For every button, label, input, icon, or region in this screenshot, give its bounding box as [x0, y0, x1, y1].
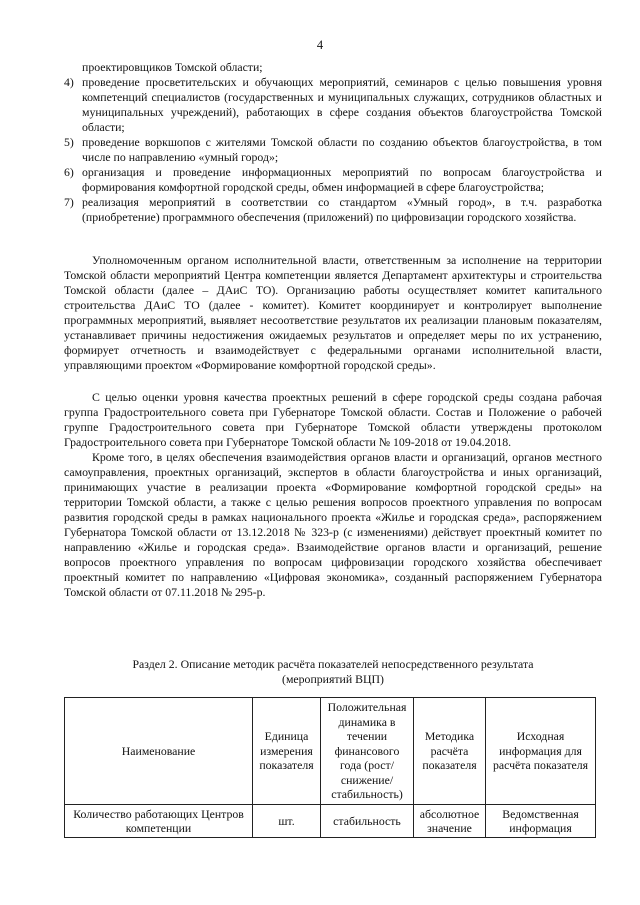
- list-item-number: 4): [64, 75, 74, 89]
- list-item: [64, 195, 602, 225]
- table-header-cell: Наименование: [65, 698, 253, 805]
- section-title-line: (мероприятий ВЦП): [282, 672, 384, 686]
- paragraph-text: Кроме того, в целях обеспечения взаимодействия органов власти и организаций, органов местного самоуправления, проектных организаций, экспертов в области благоустройства и иных организаций, принимающих участие в реализации проекта «Формирование комфортной городской среды» на территории Томской области, а также с целью решения вопросов проектного управления по вопросам развития городской среды в рамках национального проекта «Жилье и городская среда», распоряжением Губернатора Томской области от 13.12.2018 № 323-р (с изменениями) действует проектный комитет по направлению «Жилье и городская среда». Взаимодействие органов власти и организаций, решение вопросов проектного управления по вопросам цифровизации городского хозяйства обеспечивает проектный комитет по направлению «Цифровая экономика», созданный распоряжением Губернатора Томской области от 07.11.2018 № 295-р.: [64, 450, 602, 599]
- paragraph-working-group: [64, 390, 602, 450]
- list-continuation: проектировщиков Томской области;: [82, 60, 263, 74]
- measures-list: [64, 60, 602, 225]
- table-cell: стабильность: [321, 805, 414, 838]
- section-title-line: Раздел 2. Описание методик расчёта показателей непосредственного результата: [132, 657, 534, 671]
- table-header-cell: Единица измерения показателя: [253, 698, 321, 805]
- list-item-number: 6): [64, 165, 74, 179]
- paragraph-interaction: [64, 450, 602, 600]
- list-item: [64, 135, 602, 165]
- paragraph-authority: [64, 253, 602, 373]
- table-cell: абсолютное значение: [414, 805, 486, 838]
- list-item: [64, 165, 602, 195]
- list-item-number: 5): [64, 135, 74, 149]
- table-header-cell: Положительная динамика в течении финансового года (рост/снижение/стабильность): [321, 698, 414, 805]
- paragraph-text: Уполномоченным органом исполнительной власти, ответственным за исполнение на территории Томской области мероприятий Центра компетенции является Департамент архитектуры и строительства Томской области (далее – ДАиС ТО). Организацию работы осуществляет комитет капитального строительства ДАиС ТО (далее - комитет). Комитет координирует и контролирует выполнение программных мероприятий, выявляет несоответствие результатов их реализации плановым показателям, устанавливает причины недостижения ожидаемых результатов и определяет меры по их устранению, формирует отчетность и взаимодействует с федеральными органами исполнительной власти, управляющими проектом «Формирование комфортной городской среды».: [64, 253, 602, 372]
- table-cell: шт.: [253, 805, 321, 838]
- table-cell: Ведомственная информация: [486, 805, 596, 838]
- list-item-text: реализация мероприятий в соответствии со стандартом «Умный город», в т.ч. разработка (приобретение) программного обеспечения (приложений) по цифровизации городского хозяйства.: [82, 195, 602, 224]
- list-item-text: проведение просветительских и обучающих мероприятий, семинаров с целью повышения уровня компетенций специалистов (государственных и муниципальных служащих, сотрудников областных и муниципальных учреждений), работающих в сфере создания объектов благоустройства Томской области;: [82, 75, 602, 134]
- table-header-row: [65, 698, 596, 805]
- page-number: 4: [316, 38, 324, 52]
- list-item-text: проведение воркшопов с жителями Томской области по созданию объектов благоустройства, в том числе по направлению «умный город»;: [82, 135, 602, 164]
- list-item-text: организация и проведение информационных мероприятий по вопросам благоустройства и формирования комфортной городской среды, обмен информацией в сфере благоустройства;: [82, 165, 602, 194]
- indicators-table: [64, 697, 596, 838]
- section-title: [64, 657, 602, 687]
- table-header-cell: Исходная информация для расчёта показателя: [486, 698, 596, 805]
- table-row: [65, 805, 596, 838]
- list-item: [64, 75, 602, 135]
- list-item-number: 7): [64, 195, 74, 209]
- table-cell: Количество работающих Центров компетенции: [65, 805, 253, 838]
- table-header-cell: Методика расчёта показателя: [414, 698, 486, 805]
- paragraph-text: С целью оценки уровня качества проектных решений в сфере городской среды создана рабочая группа Градостроительного совета при Губернаторе Томской области. Состав и Положение о рабочей группе Градостроительного совета при Губернаторе Томской области утверждены протоколом Градостроительного совета при Губернаторе Томской области № 109-2018 от 19.04.2018.: [64, 390, 602, 449]
